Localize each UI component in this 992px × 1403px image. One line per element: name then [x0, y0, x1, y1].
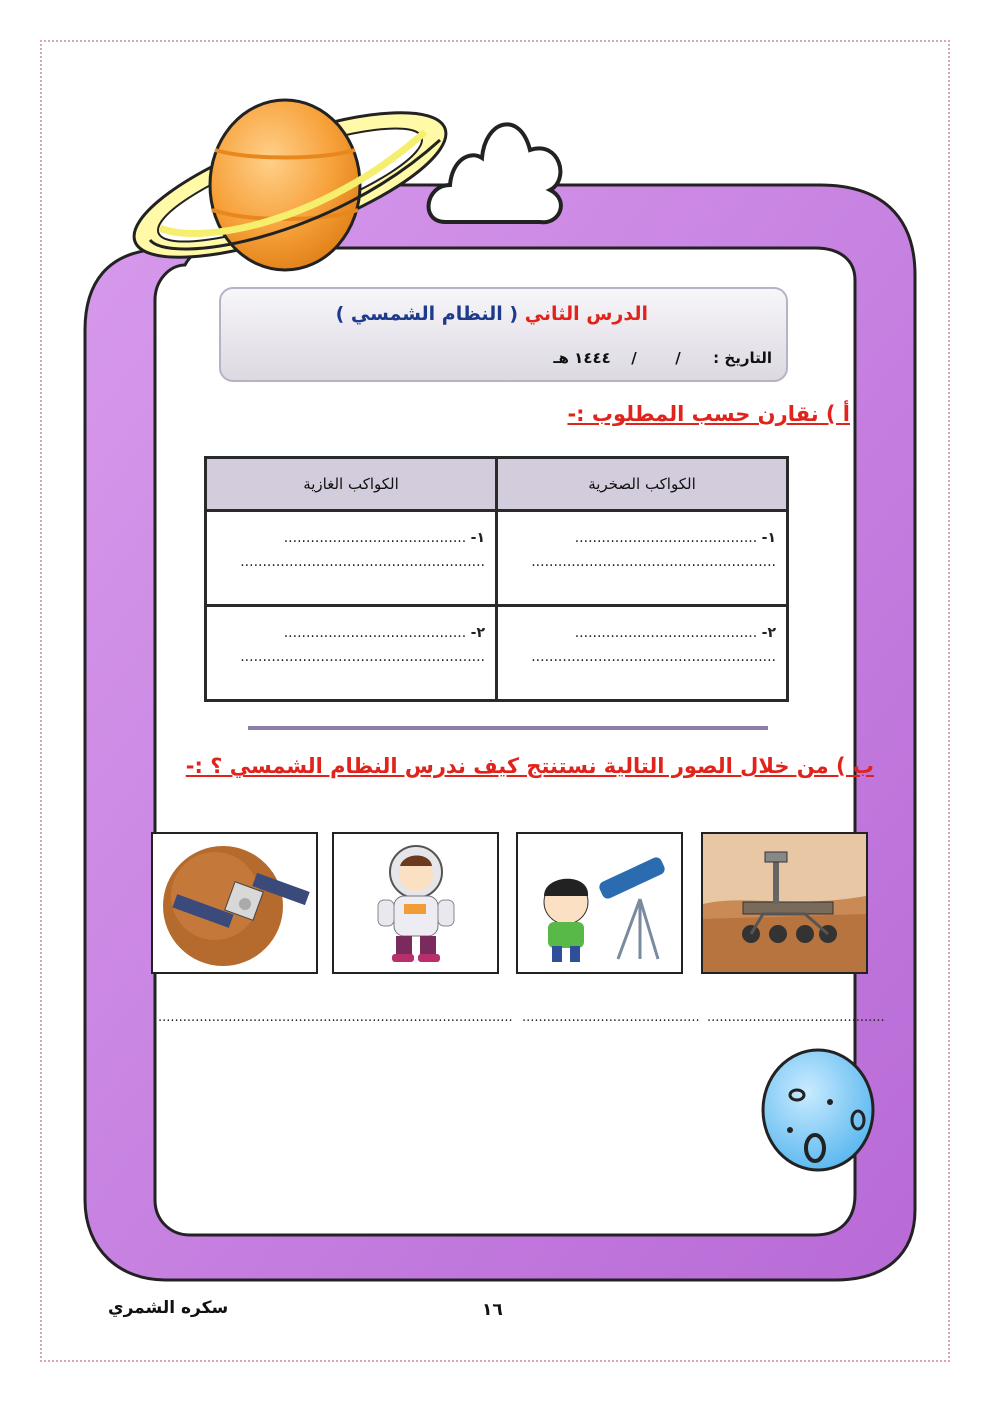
- table-row: [206, 606, 788, 701]
- answer-line: .......................................................: [240, 554, 485, 570]
- answer-line: ١- .........................................: [283, 530, 485, 546]
- picture-answer-line[interactable]: ...........................................: [522, 1010, 700, 1025]
- header-rocky-planets: الكواكب الصخرية: [497, 458, 788, 511]
- date-separator: /: [631, 349, 637, 367]
- lesson-title: [336, 303, 648, 325]
- section-a-title: أ ) نقارن حسب المطلوب :-: [567, 402, 850, 426]
- picture-answer-line[interactable]: ...........................................: [158, 1010, 336, 1025]
- comparison-table: [204, 456, 789, 702]
- author-name: سكره الشمري: [108, 1298, 229, 1318]
- date-label: التاريخ :: [713, 349, 772, 367]
- answer-cell[interactable]: [497, 511, 788, 606]
- answer-cell[interactable]: [497, 606, 788, 701]
- section-divider: [248, 726, 768, 730]
- date-year: ١٤٤٤ هـ: [553, 349, 611, 367]
- answer-cell[interactable]: [206, 606, 497, 701]
- lesson-header-card: [219, 287, 788, 382]
- answer-line: ١- .........................................: [574, 530, 776, 546]
- telescope-child-image: [516, 832, 683, 974]
- lesson-topic: ( النظام الشمسي ): [335, 303, 519, 325]
- answer-cell[interactable]: [206, 511, 497, 606]
- page-number: ١٦: [482, 1300, 503, 1320]
- mars-rover-image: [701, 832, 868, 974]
- answer-line: .......................................................: [240, 649, 485, 665]
- picture-answer-line[interactable]: ...........................................: [335, 1010, 513, 1025]
- cloud-shape: [429, 124, 561, 222]
- answer-line: ٢- .........................................: [574, 625, 776, 641]
- astronaut-image: [332, 832, 499, 974]
- section-b-title: ب ) من خلال الصور التالية نستنتج كيف ندرس النظام الشمسي ؟ :-: [185, 754, 874, 778]
- space-probe-image: [151, 832, 318, 974]
- table-row: [206, 511, 788, 606]
- picture-answer-line[interactable]: ...........................................: [707, 1010, 885, 1025]
- date-line: [553, 349, 772, 367]
- lesson-label: الدرس الثاني: [524, 303, 648, 325]
- table-header-row: [206, 458, 788, 511]
- date-separator: /: [675, 349, 681, 367]
- answer-line: .......................................................: [531, 649, 776, 665]
- answer-line: .......................................................: [531, 554, 776, 570]
- answer-line: ٢- .........................................: [283, 625, 485, 641]
- header-gas-planets: الكواكب الغازية: [206, 458, 497, 511]
